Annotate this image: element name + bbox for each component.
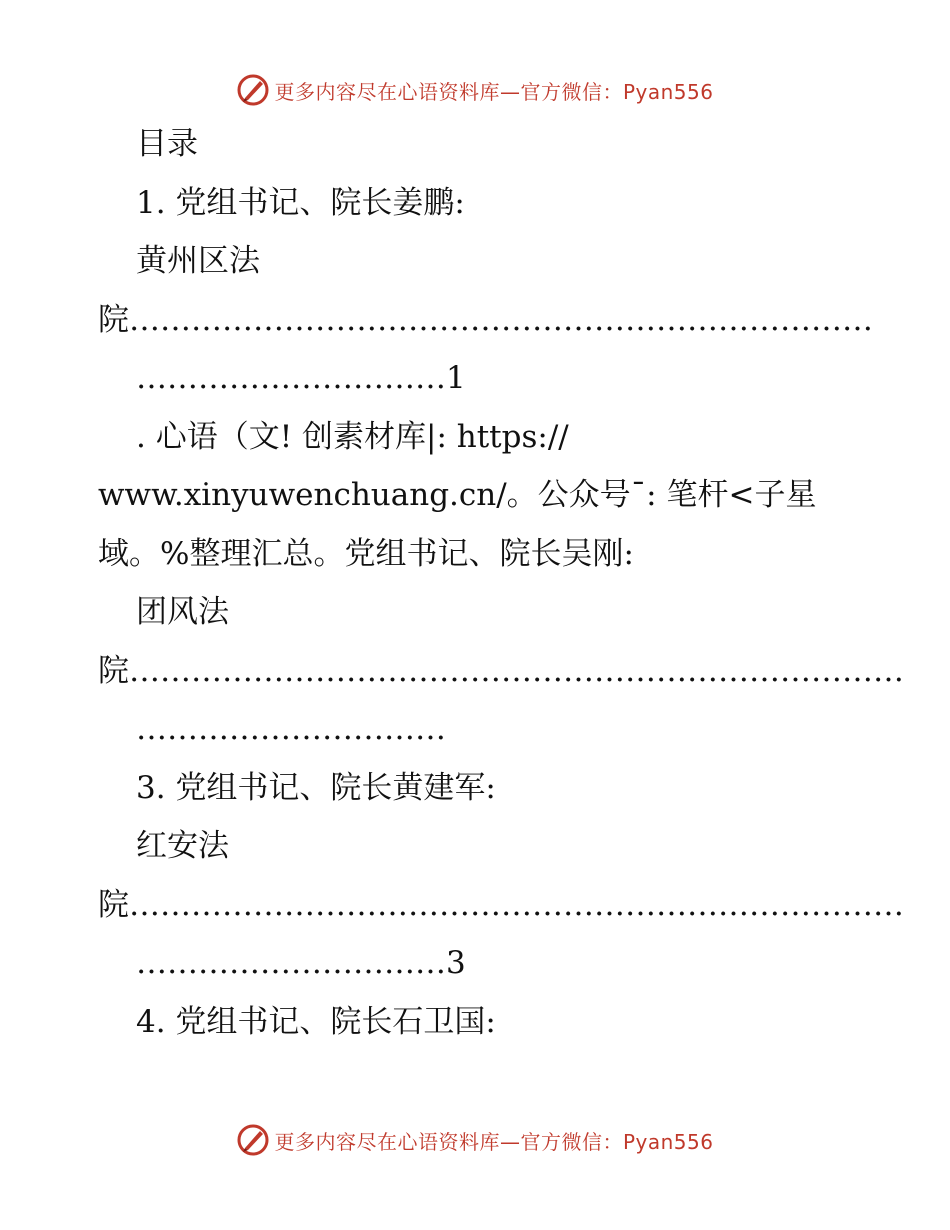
toc-line: 院……………………………………………………………… bbox=[98, 301, 873, 338]
footer-watermark-text: 更多内容尽在心语资料库—官方微信：Pyan556 bbox=[274, 1129, 714, 1154]
toc-line: 域。%整理汇总。党组书记、院长吴刚: bbox=[98, 535, 634, 572]
header-watermark-banner bbox=[0, 70, 950, 110]
toc-line: 3. 党组书记、院长黄建军: bbox=[136, 769, 496, 806]
toc-line: . 心语（文! 创素材库|: https:// bbox=[136, 418, 569, 455]
toc-line: 院………………………………………………………………… bbox=[98, 652, 904, 689]
toc-line: …………………………3 bbox=[136, 945, 466, 981]
toc-line: 1. 党组书记、院长姜鹏: bbox=[136, 184, 465, 221]
pen-logo-icon bbox=[236, 1123, 270, 1157]
toc-content bbox=[98, 115, 904, 1051]
toc-line: 4. 党组书记、院长石卫国: bbox=[136, 1003, 496, 1040]
pen-logo-icon bbox=[236, 73, 270, 107]
toc-line: ………………………… bbox=[136, 711, 446, 747]
header-watermark-text: 更多内容尽在心语资料库—官方微信：Pyan556 bbox=[274, 79, 714, 104]
toc-heading: 目录 bbox=[136, 126, 198, 162]
toc-line: www.xinyuwenchuang.cn/。公众号¯: 笔杆<子星 bbox=[98, 477, 817, 513]
toc-line: 红安法 bbox=[136, 828, 229, 864]
footer-watermark-banner bbox=[0, 1120, 950, 1160]
toc-line: 团风法 bbox=[136, 594, 229, 630]
toc-line: …………………………1 bbox=[136, 360, 466, 396]
toc-line: 黄州区法 bbox=[136, 243, 260, 279]
toc-line: 院………………………………………………………………… bbox=[98, 886, 904, 923]
